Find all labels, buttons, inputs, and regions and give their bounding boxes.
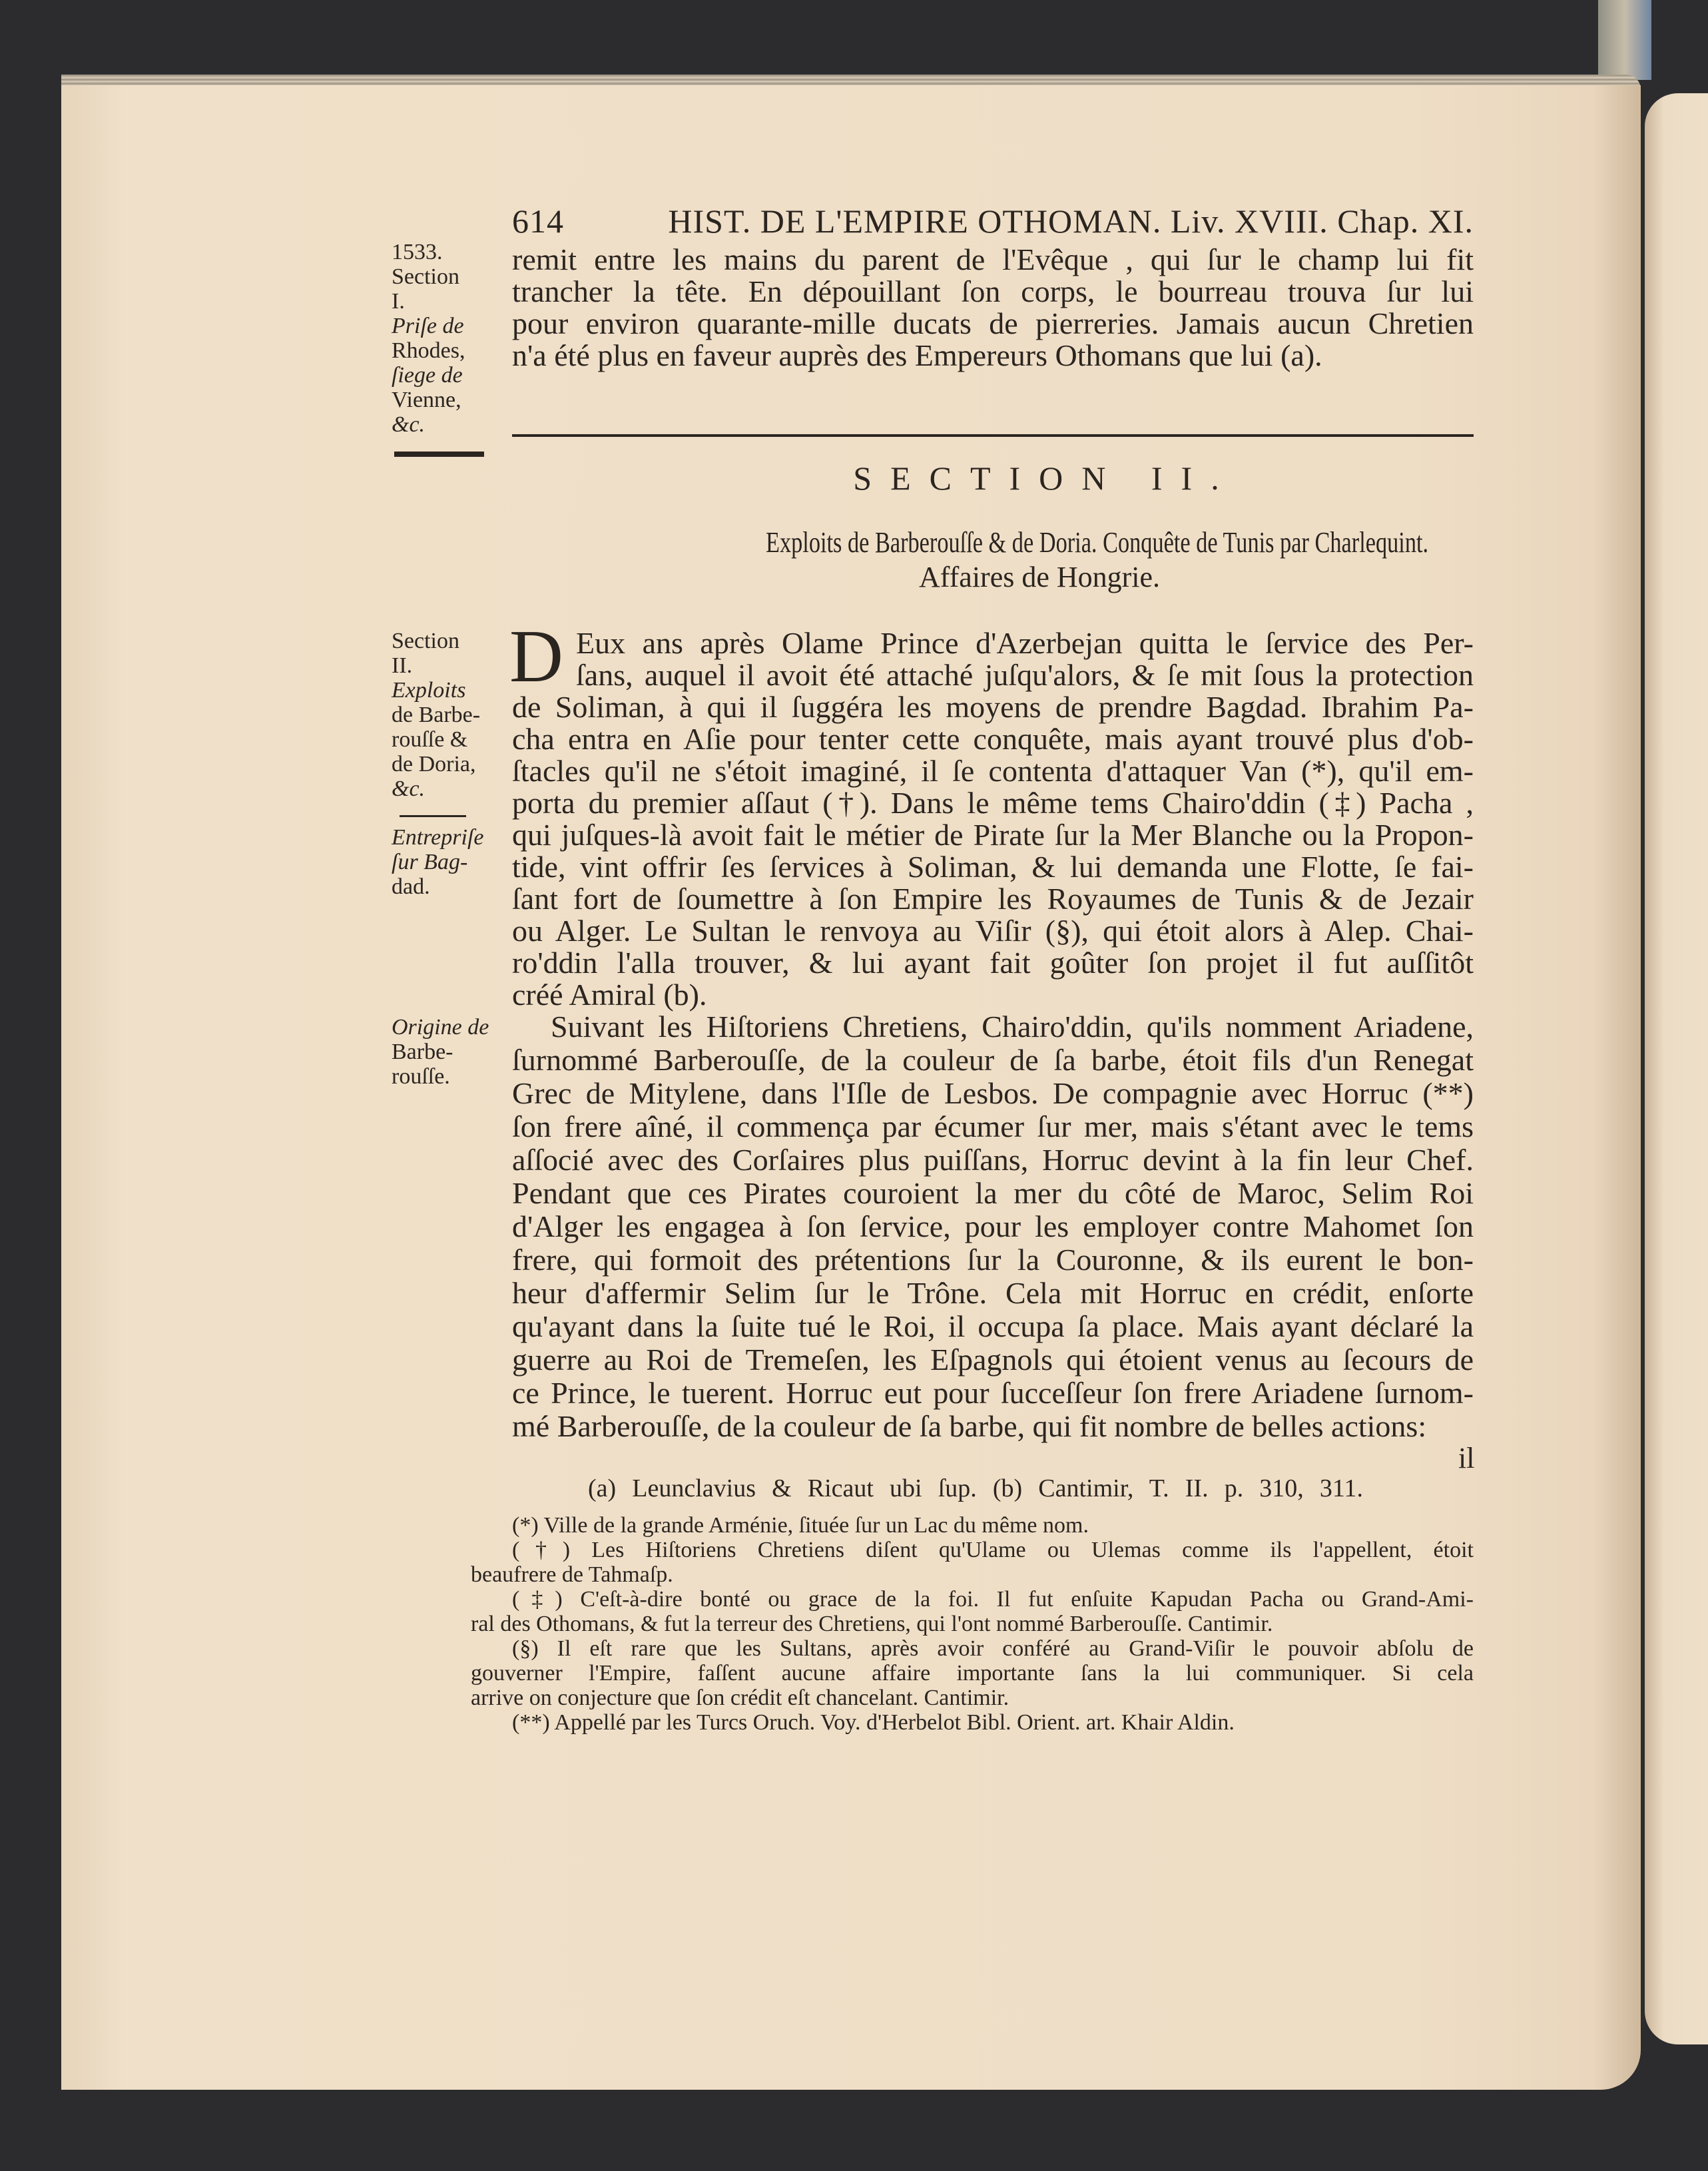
text-line: ce Prince, le tuerent. Horruc eut pour ſucceſſeur ſon frere Ariadene ſurnom-	[512, 1376, 1474, 1410]
text-line: créé Amiral (b).	[512, 978, 707, 1012]
text-line: trancher la tête. En dépouillant ſon corps, le bourreau trouva ſur lui	[512, 274, 1474, 308]
text-line: qui juſques-là avoit fait le métier de Pirate ſur la Mer Blanche ou la Propon-	[512, 818, 1474, 852]
text-line: rouſſe.	[392, 1064, 450, 1089]
text-line: arrive on conjecture que ſon crédit eſt chancelant. Cantimir.	[471, 1686, 1009, 1710]
text-line: ſans, auquel il avoit été attaché juſqu'alors, & ſe mit ſous la protection	[576, 658, 1474, 692]
text-line: ſant fort de ſoumettre à ſon Empire les Royaumes de Tunis & de Jezair	[512, 882, 1474, 916]
paragraph-1	[512, 627, 1474, 1011]
facing-page-edge	[1645, 93, 1708, 2044]
top-paragraph	[512, 244, 1474, 372]
text-line: remit entre les mains du parent de l'Evêque , qui ſur le champ lui fit	[512, 242, 1474, 276]
text-line: Barbe-	[392, 1040, 453, 1064]
text-line: ral des Othomans, & fut la terreur des Chretiens, qui l'ont nommé Barberouſſe. Cantimir.	[471, 1612, 1273, 1636]
section-divider	[512, 434, 1474, 437]
margin-rule	[400, 815, 466, 817]
text-line: ſur Bag-	[392, 850, 468, 874]
text-line: Rhodes,	[392, 338, 465, 363]
text-line: rouſſe &	[392, 727, 468, 752]
text-line: Grec de Mitylene, dans l'Iſle de Lesbos. De compagnie avec Horruc (**)	[512, 1076, 1474, 1110]
section-subtitle-line2: Affaires de Hongrie.	[919, 561, 1161, 593]
text-line: (†) Les Hiſtoriens Chretiens diſent qu'Ulame ou Ulemas comme ils l'appellent, étoit	[512, 1538, 1474, 1562]
text-line: frere, qui formoit des prétentions ſur la Couronne, & ils eurent le bon-	[512, 1243, 1474, 1277]
text-line: de Soliman, à qui il ſuggéra les moyens de prendre Bagdad. Ibrahim Pa-	[512, 690, 1474, 724]
text-line: mé Barberouſſe, de la couleur de ſa barbe, qui fit nombre de belles actions:	[512, 1409, 1427, 1443]
text-line: (‡) C'eſt-à-dire bonté ou grace de la foi. Il fut enſuite Kapudan Pacha ou Grand-Ami-	[512, 1587, 1474, 1612]
text-line: I.	[392, 289, 405, 314]
drop-cap: D	[509, 615, 563, 698]
text-line: II.	[392, 653, 413, 678]
text-line: Vienne,	[392, 388, 461, 412]
text-line: dad.	[392, 874, 430, 899]
margin-note-section-1	[392, 240, 491, 437]
margin-note-section-2	[392, 629, 491, 801]
running-title: HIST. DE L'EMPIRE OTHOMAN. Liv. XVIII. Chap. XI.	[668, 202, 1474, 240]
text-line: heur d'affermir Selim ſur le Trône. Cela mit Horruc en crédit, enſorte	[512, 1276, 1474, 1310]
text-line: ſtacles qu'il ne s'étoit imaginé, il ſe contenta d'attaquer Van (*), qu'il em-	[512, 754, 1474, 788]
page-number: 614	[512, 202, 564, 240]
text-line: 1533.	[392, 240, 443, 264]
section-subtitle-line1: Exploits de Barberouſſe & de Doria. Conquête de Tunis par Charlequint.	[766, 526, 1429, 559]
text-line: tide, vint offrir ſes ſervices à Soliman, & lui demanda une Flotte, ſe fai-	[512, 850, 1474, 884]
margin-note-origine	[392, 1015, 491, 1089]
text-line: &c.	[392, 776, 426, 801]
section-title: SECTION II.	[853, 460, 1238, 497]
text-line: qu'ayant dans la ſuite tué le Roi, il occupa ſa place. Mais ayant déclaré la	[512, 1309, 1474, 1343]
text-line: aſſocié avec des Corſaires plus puiſſans, Horruc devint à la fin leur Chef.	[512, 1143, 1474, 1177]
text-line: Pendant que ces Pirates couroient la mer du côté de Maroc, Selim Roi	[512, 1176, 1474, 1210]
book-edge-top	[1598, 0, 1651, 80]
text-line: (*) Ville de la grande Arménie, ſituée ſur un Lac du même nom.	[512, 1513, 1089, 1538]
text-line: pour environ quarante-mille ducats de pierreries. Jamais aucun Chretien	[512, 306, 1474, 340]
text-line: ſurnommé Barberouſſe, de la couleur de ſa barbe, étoit fils d'un Renegat	[512, 1043, 1474, 1077]
catchword: il	[1458, 1442, 1475, 1474]
paragraph-2	[512, 1010, 1474, 1443]
text-line: de Barbe-	[392, 703, 481, 727]
text-line: &c.	[392, 412, 426, 437]
text-line: ſon frere aîné, il commença par écumer ſur mer, mais s'étant avec le tems	[512, 1109, 1474, 1143]
margin-note-entreprise	[392, 825, 491, 899]
text-line: gouverner l'Empire, faſſent aucune affaire importante ſans la lui communiquer. Si cela	[471, 1661, 1474, 1686]
text-line: (**) Appellé par les Turcs Oruch. Voy. d'Herbelot Bibl. Orient. art. Khair Aldin.	[512, 1710, 1235, 1735]
text-line: ſiege de	[392, 363, 463, 388]
footnotes	[471, 1513, 1474, 1735]
text-line: cha entra en Aſie pour tenter cette conquête, mais ayant trouvé plus d'ob-	[512, 722, 1474, 756]
reference-notes: (a) Leunclavius & Ricaut ubi ſup. (b) Cantimir, T. II. p. 310, 311.	[588, 1474, 1363, 1502]
text-line: ou Alger. Le Sultan le renvoya au Viſir (§), qui étoit alors à Alep. Chai-	[512, 914, 1474, 948]
text-line: Section	[392, 629, 459, 653]
text-line: n'a été plus en faveur auprès des Empereurs Othomans que lui (a).	[512, 338, 1322, 372]
text-line: guerre au Roi de Tremeſen, les Eſpagnols qui étoient venus au ſecours de	[512, 1343, 1474, 1377]
text-line: Priſe de	[392, 314, 464, 338]
running-header	[512, 204, 1474, 238]
text-line: Section	[392, 264, 459, 289]
text-line: Origine de	[392, 1015, 489, 1040]
text-line: d'Alger les engagea à ſon ſervice, pour les employer contre Mahomet ſon	[512, 1209, 1474, 1243]
text-line: Entrepriſe	[392, 825, 484, 850]
text-line: beaufrere de Tahmaſp.	[471, 1562, 673, 1587]
text-line: ro'ddin l'alla trouver, & lui ayant fait goûter ſon projet il fut auſſitôt	[512, 946, 1474, 980]
margin-rule	[394, 452, 484, 457]
text-line: (§) Il eſt rare que les Sultans, après avoir conféré au Grand-Viſir le pouvoir abſolu de	[512, 1636, 1474, 1661]
text-line: porta du premier aſſaut (†). Dans le même tems Chairo'ddin (‡) Pacha ,	[512, 786, 1474, 820]
text-line: Exploits	[392, 678, 466, 703]
text-line: Eux ans après Olame Prince d'Azerbejan quitta le ſervice des Per-	[576, 626, 1474, 660]
text-line: Suivant les Hiſtoriens Chretiens, Chairo'ddin, qu'ils nomment Ariadene,	[551, 1010, 1474, 1044]
text-line: de Doria,	[392, 752, 476, 776]
